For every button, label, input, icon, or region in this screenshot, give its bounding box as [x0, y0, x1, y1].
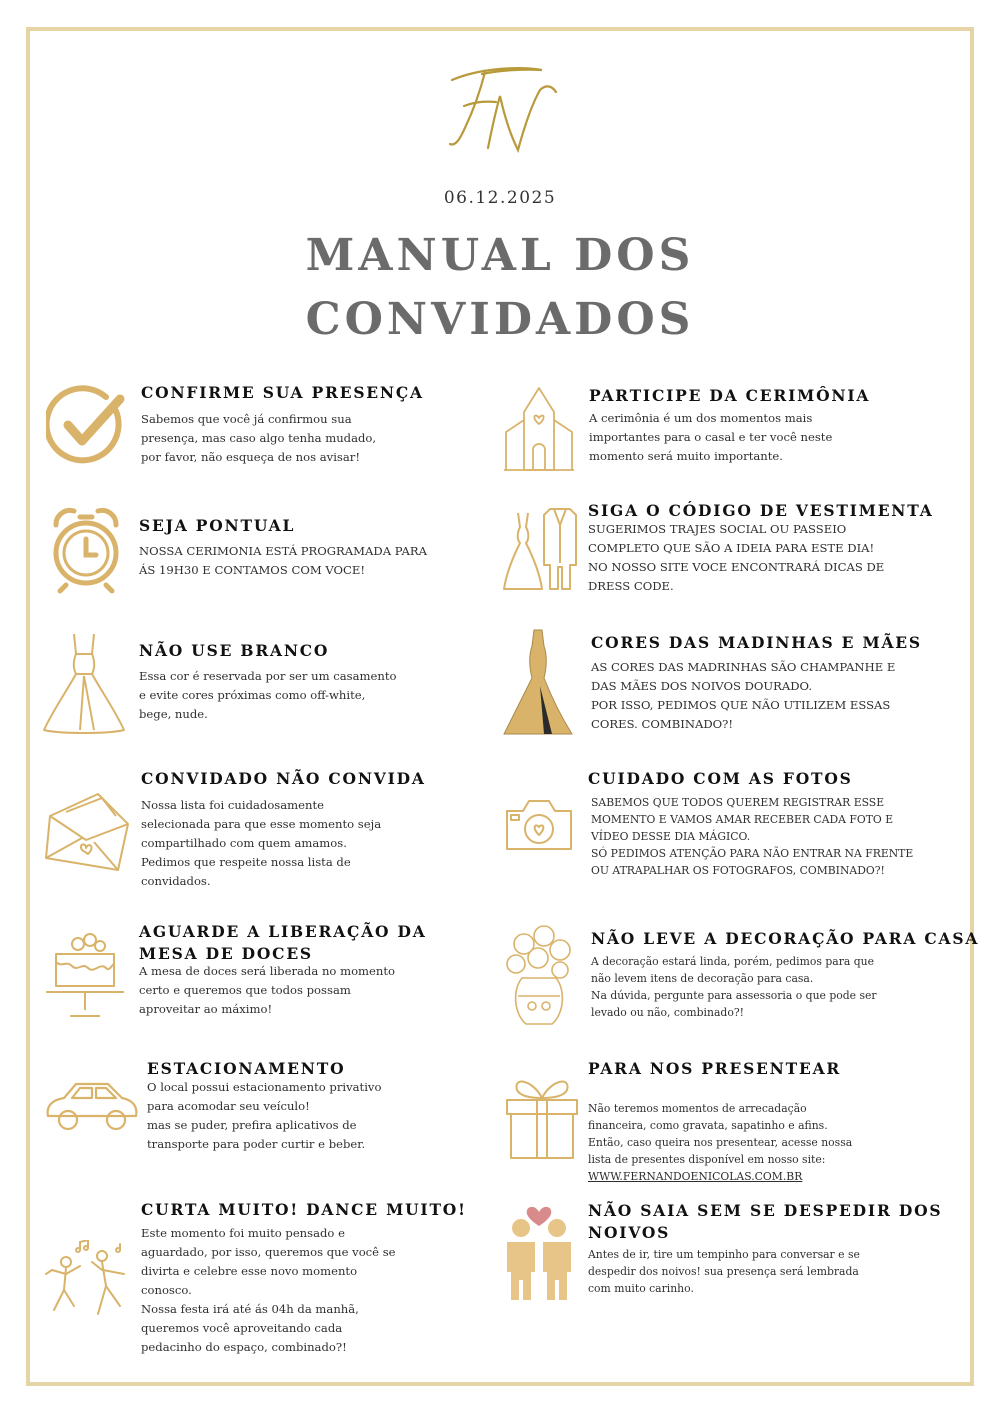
flower-vase-icon: [502, 924, 576, 1028]
section-title: CURTA MUITO! DANCE MUITO!: [141, 1200, 467, 1219]
section-text: SABEMOS QUE TODOS QUEREM REGISTRAR ESSE MOMENTO E VAMOS AMAR RECEBER CADA FOTO E VÍDEO DESSE DIA MÁGICO. SÓ PEDIMOS ATENÇÃO PARA NÃO ENTRAR NA FRENTE OU ATRAPALHAR OS FOTOGRAFOS, COMBINADO?!: [591, 796, 914, 877]
check-icon: [46, 385, 128, 467]
section-text: O local possui estacionamento privativo para acomodar seu veículo! mas se puder, prefira aplicativos de transporte para poder curtir e beber.: [147, 1080, 382, 1151]
section-text: SUGERIMOS TRAJES SOCIAL OU PASSEIO COMPLETO QUE SÃO A IDEIA PARA ESTE DIA! NO NOSSO SITE VOCE ENCONTRARÁ DICAS DE DRESS CODE.: [588, 522, 885, 593]
envelope-icon: [42, 786, 132, 876]
white-dress-icon: [40, 630, 128, 738]
alarm-clock-icon: [44, 503, 128, 595]
section-text: AS CORES DAS MADRINHAS SÃO CHAMPANHE E DAS MÃES DOS NOIVOS DOURADO. POR ISSO, PEDIMOS QUE NÃO UTILIZEM ESSAS CORES. COMBINADO?!: [591, 660, 896, 731]
section-text: A mesa de doces será liberada no momento certo e queremos que todos possam aproveitar ao máximo!: [139, 964, 396, 1016]
wedding-date: 06.12.2025: [443, 188, 557, 208]
section-title: CONFIRME SUA PRESENÇA: [141, 383, 424, 402]
section-text: Antes de ir, tire um tempinho para conversar e se despedir dos noivos! sua presença será lembrada com muito carinho.: [588, 1248, 860, 1295]
gift-text: Não teremos momentos de arrecadação financeira, como gravata, sapatinho e afins. Então, caso queira nos presentear, acesse nossa lista de presentes disponível em nosso site:: [588, 1102, 853, 1166]
section-text: [588, 1083, 958, 1202]
section-title: CORES DAS MADINHAS E MÃES: [591, 633, 922, 652]
gown-icon: [502, 628, 574, 738]
section-title: AGUARDE A LIBERAÇÃO DA MESA DE DOCES: [139, 922, 427, 963]
section-title: CUIDADO COM AS FOTOS: [588, 769, 853, 788]
monogram-logo: [440, 62, 565, 157]
section-title: SEJA PONTUAL: [139, 516, 296, 535]
gift-icon: [503, 1070, 581, 1160]
section-title: PARA NOS PRESENTEAR: [588, 1059, 842, 1078]
section-text: NOSSA CERIMONIA ESTÁ PROGRAMADA PARA ÁS 19H30 E CONTAMOS COM VOCE!: [139, 544, 427, 577]
dancing-icon: [40, 1240, 132, 1320]
section-title: NÃO USE BRANCO: [139, 641, 330, 660]
church-icon: [504, 382, 574, 472]
section-text: Essa cor é reservada por ser um casamento e evite cores próximas como off-white, bege, nude.: [139, 669, 397, 721]
section-title: ESTACIONAMENTO: [147, 1059, 346, 1078]
car-icon: [42, 1076, 140, 1136]
section-title: NÃO SAIA SEM SE DESPEDIR DOS NOIVOS: [588, 1201, 943, 1242]
section-title: NÃO LEVE A DECORAÇÃO PARA CASA: [591, 929, 980, 948]
section-text: A decoração estará linda, porém, pedimos para que não levem itens de decoração para casa. Na dúvida, pergunte para assessoria o que pode ser levado ou não, combinado?!: [591, 955, 877, 1019]
couple-icon: [503, 1200, 575, 1302]
section-title: SIGA O CÓDIGO DE VESTIMENTA: [588, 501, 934, 520]
page-title: MANUAL DOS CONVIDADOS: [305, 230, 695, 345]
gift-registry-link[interactable]: WWW.FERNANDOENICOLAS.COM.BR: [588, 1170, 803, 1183]
section-title: CONVIDADO NÃO CONVIDA: [141, 769, 426, 788]
section-text: A cerimônia é um dos momentos mais importantes para o casal e ter você neste momento será muito importante.: [589, 411, 833, 463]
suit-dress-icon: [500, 505, 580, 593]
cake-icon: [42, 924, 128, 1020]
section-text: Sabemos que você já confirmou sua presença, mas caso algo tenha mudado, por favor, não esqueça de nos avisar!: [141, 412, 377, 464]
section-text: Este momento foi muito pensado e aguardado, por isso, queremos que você se divirta e celebre esse novo momento conosco. Nossa festa irá até ás 04h da manhã, queremos você aproveitando cada pedacinho do espaço, combinado?!: [141, 1226, 396, 1354]
section-title: PARTICIPE DA CERIMÔNIA: [589, 386, 871, 405]
camera-icon: [503, 797, 575, 853]
section-text: Nossa lista foi cuidadosamente selecionada para que esse momento seja compartilhado com quem amamos. Pedimos que respeite nossa lista de convidados.: [141, 798, 382, 888]
